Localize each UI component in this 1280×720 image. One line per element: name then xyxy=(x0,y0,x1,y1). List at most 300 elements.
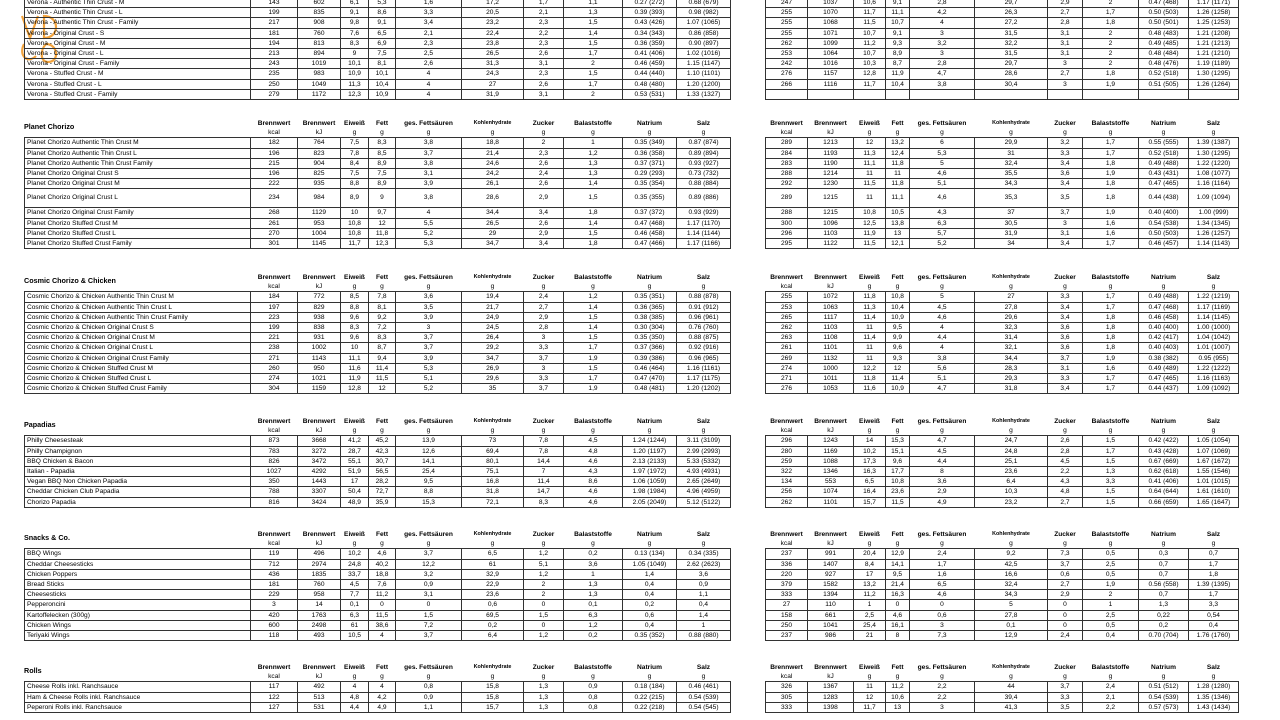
table-row xyxy=(766,148,1239,158)
nutrient-value: 13,9 xyxy=(396,436,462,446)
nutrient-value: 3,9 xyxy=(396,312,462,322)
nutrient-value: 1,9 xyxy=(1083,580,1139,590)
nutrient-value: 1103 xyxy=(808,228,854,238)
nutrient-value: 3,1 xyxy=(1048,38,1083,48)
column-header: Kohlenhydrate xyxy=(992,531,1030,537)
column-header: Fett xyxy=(375,120,389,127)
nutrient-value: 1.21 (1213) xyxy=(1189,38,1239,48)
nutrient-value: 0.35 (354) xyxy=(623,179,677,189)
product-name: Verona - Original Crust - L xyxy=(25,49,251,59)
nutrient-value: 1.20 (1200) xyxy=(677,79,731,89)
nutrient-value: 274 xyxy=(766,363,808,373)
nutrient-value: 15,7 xyxy=(462,702,524,712)
nutrient-value: 1,8 xyxy=(1083,312,1139,322)
nutrient-value: 0.46 (457) xyxy=(1139,239,1189,249)
nutrient-value: 0,2 xyxy=(564,549,623,559)
unit-label: kJ xyxy=(808,282,854,292)
nutrient-value: 2,6 xyxy=(1048,436,1083,446)
nutrient-value: 34,3 xyxy=(975,179,1048,189)
nutrient-value: 0.42 (422) xyxy=(1139,436,1189,446)
nutrient-value: 2,6 xyxy=(524,179,564,189)
nutrient-value: 0 xyxy=(396,600,462,610)
unit-label: g xyxy=(524,672,564,682)
nutrient-value: 1108 xyxy=(808,333,854,343)
nutrient-value: 1.17 (1169) xyxy=(1189,302,1239,312)
nutrient-value: 0.43 (428) xyxy=(1139,446,1189,456)
nutrient-value: 2,7 xyxy=(1048,580,1083,590)
nutrient-value: 10,9 xyxy=(886,312,910,322)
nutrient-value: 3,3 xyxy=(1048,374,1083,384)
nutrient-value: 10,6 xyxy=(886,692,910,702)
nutrient-value: 9,2 xyxy=(975,549,1048,559)
nutrient-value: 182 xyxy=(251,138,298,148)
nutrient-value: 3424 xyxy=(298,497,341,507)
unit-label: g xyxy=(1189,426,1239,436)
nutrient-value: 2,4 xyxy=(1083,682,1139,692)
nutrient-value: 3 xyxy=(910,49,975,59)
nutrient-value: 270 xyxy=(251,228,298,238)
nutrient-value: 1.14 (1144) xyxy=(677,228,731,238)
nutrient-value: 30,5 xyxy=(975,218,1048,228)
nutrient-value: 1.06 (1059) xyxy=(623,477,677,487)
nutrient-value: 255 xyxy=(766,292,808,302)
nutrient-value: 336 xyxy=(766,559,808,569)
nutrient-value: 9,6 xyxy=(886,343,910,353)
nutrient-value: 0 xyxy=(524,600,564,610)
nutrient-value: 1,9 xyxy=(1083,353,1139,363)
nutrient-value: 229 xyxy=(251,590,298,600)
nutrient-value: 1132 xyxy=(808,353,854,363)
nutrient-value: 12,5 xyxy=(854,218,886,228)
column-header: Brennwert xyxy=(770,120,803,127)
nutrient-value: 12,2 xyxy=(854,363,886,373)
nutrient-value: 3,4 xyxy=(1048,384,1083,394)
table-row xyxy=(25,467,731,477)
unit-label: g xyxy=(1139,672,1189,682)
nutrient-value: 1,6 xyxy=(910,569,975,579)
header-spacer xyxy=(25,530,251,539)
nutrient-value: 0.92 (916) xyxy=(677,343,731,353)
table-row xyxy=(25,158,731,168)
nutrient-value: 23,8 xyxy=(462,38,524,48)
nutrient-value: 4,3 xyxy=(1048,477,1083,487)
nutrient-value: 350 xyxy=(251,477,298,487)
nutrient-value: 1.26 (1264) xyxy=(1189,79,1239,89)
table-row xyxy=(25,89,731,99)
nutrient-value: 1213 xyxy=(808,138,854,148)
nutrient-value: 0.88 (880) xyxy=(677,631,731,641)
nutrient-value: 262 xyxy=(766,323,808,333)
nutrient-value: 265 xyxy=(766,312,808,322)
nutrient-value: 17,2 xyxy=(462,0,524,8)
table-row xyxy=(766,631,1239,641)
nutrient-value: 9,6 xyxy=(341,312,369,322)
unit-label: kJ xyxy=(808,539,854,549)
nutrient-value: 29,6 xyxy=(975,312,1048,322)
nutrient-value: 8,9 xyxy=(886,49,910,59)
product-name: Cosmic Chorizo & Chicken Authentic Thin Crust L xyxy=(25,302,251,312)
nutrient-value: 0.38 (385) xyxy=(623,312,677,322)
nutrient-value: 4,4 xyxy=(910,456,975,466)
column-header: Zucker xyxy=(1054,664,1076,671)
nutrient-value: 3 xyxy=(1048,59,1083,69)
nutrient-value: 3,4 xyxy=(1048,239,1083,249)
nutrient-value: 983 xyxy=(298,69,341,79)
nutrient-value: 0 xyxy=(910,600,975,610)
nutrient-value: 0.47 (466) xyxy=(623,239,677,249)
nutrient-value: 0.42 (417) xyxy=(1139,333,1189,343)
table-row xyxy=(25,497,731,507)
nutrient-value: 0.88 (878) xyxy=(677,292,731,302)
column-header: Brennwert xyxy=(814,120,847,127)
nutrient-value: 268 xyxy=(251,208,298,218)
nutrient-value: 29,2 xyxy=(462,343,524,353)
nutrient-value: 2.65 (2649) xyxy=(677,477,731,487)
nutrient-value: 4,7 xyxy=(910,384,975,394)
header-spacer xyxy=(25,119,251,128)
column-header: Fett xyxy=(375,531,389,538)
nutrient-value: 4 xyxy=(369,631,396,641)
nutrient-value: 0.34 (343) xyxy=(623,28,677,38)
nutrient-value: 1099 xyxy=(808,38,854,48)
nutrient-value: 11,6 xyxy=(854,384,886,394)
nutrient-value: 8,6 xyxy=(564,477,623,487)
nutrient-value: 3,4 xyxy=(1048,158,1083,168)
nutrient-value: 10,7 xyxy=(886,18,910,28)
nutrient-value: 0,7 xyxy=(1189,549,1239,559)
nutrient-value: 289 xyxy=(766,138,808,148)
unit-label: g xyxy=(369,282,396,292)
nutrient-value: 0.51 (505) xyxy=(1139,79,1189,89)
column-header: Balaststoffe xyxy=(1091,120,1130,127)
nutrient-value: 284 xyxy=(766,148,808,158)
nutrient-value xyxy=(975,89,1048,99)
column-header: Natrium xyxy=(637,664,662,671)
nutrient-value: 7,5 xyxy=(341,169,369,179)
nutrient-value: 0 xyxy=(524,620,564,630)
nutrient-value: 1,1 xyxy=(396,702,462,712)
nutrient-value: 6,3 xyxy=(564,610,623,620)
nutrition-table-right xyxy=(765,273,1239,394)
column-header: Brennwert xyxy=(770,531,803,538)
nutrient-value: 4,6 xyxy=(564,487,623,497)
nutrient-value: 1,3 xyxy=(564,169,623,179)
nutrient-value: 11,3 xyxy=(854,302,886,312)
nutrient-value: 1,1 xyxy=(677,590,731,600)
nutrient-value: 15,3 xyxy=(396,497,462,507)
nutrient-value: 10 xyxy=(341,343,369,353)
nutrient-value: 3,4 xyxy=(524,208,564,218)
nutrient-value: 234 xyxy=(251,189,298,208)
nutrient-value: 1,7 xyxy=(524,0,564,8)
column-header: Kohlenhydrate xyxy=(473,120,512,126)
nutrient-value: 41,2 xyxy=(341,436,369,446)
table-row xyxy=(25,179,731,189)
nutrient-value: 1063 xyxy=(808,302,854,312)
nutrient-value: 2 xyxy=(524,138,564,148)
nutrient-value: 0.50 (503) xyxy=(1139,8,1189,18)
nutrient-value: 11,2 xyxy=(369,590,396,600)
nutrient-value: 0.47 (465) xyxy=(1139,179,1189,189)
table-row xyxy=(766,333,1239,343)
nutrient-value: 0.90 (897) xyxy=(677,38,731,48)
nutrient-value: 0,3 xyxy=(1139,549,1189,559)
nutrient-value: 2,3 xyxy=(524,148,564,158)
unit-label: g xyxy=(564,672,623,682)
unit-label: g xyxy=(886,426,910,436)
unit-label: g xyxy=(975,539,1048,549)
nutrient-value: 42,5 xyxy=(975,559,1048,569)
nutrient-value: 0.76 (760) xyxy=(677,323,731,333)
nutrient-value: 27,2 xyxy=(975,18,1048,28)
nutrient-value: 950 xyxy=(298,363,341,373)
nutrient-value: 0.22 (218) xyxy=(623,702,677,712)
nutrient-value: 2 xyxy=(1083,38,1139,48)
nutrient-value: 0.35 (351) xyxy=(623,292,677,302)
nutrient-value xyxy=(854,89,886,99)
nutrient-value: 31,5 xyxy=(975,28,1048,38)
nutrient-value: 259 xyxy=(766,456,808,466)
nutrient-value: 1215 xyxy=(808,189,854,208)
nutrient-value: 1,6 xyxy=(1083,218,1139,228)
nutrient-value: 10,8 xyxy=(341,218,369,228)
nutrient-value: 326 xyxy=(766,682,808,692)
nutrient-value: 1,7 xyxy=(1083,302,1139,312)
table-row xyxy=(25,343,731,353)
unit-label: g xyxy=(462,282,524,292)
unit-label: kJ xyxy=(808,426,854,436)
column-header: Balaststoffe xyxy=(1091,274,1130,281)
nutrient-value: 305 xyxy=(766,692,808,702)
product-name: Cosmic Chorizo & Chicken Stuffed Crust Family xyxy=(25,384,251,394)
nutrient-value: 0.96 (965) xyxy=(677,353,731,363)
nutrient-value: 5 xyxy=(910,292,975,302)
product-name: Cosmic Chorizo & Chicken Authentic Thin Crust M xyxy=(25,292,251,302)
column-header: Brennwert xyxy=(257,120,291,127)
nutrient-value: 10,8 xyxy=(341,228,369,238)
nutrient-value: 32,4 xyxy=(975,580,1048,590)
unit-row xyxy=(766,672,1239,682)
nutrient-value: 263 xyxy=(766,333,808,343)
nutrient-value: 4,8 xyxy=(564,446,623,456)
nutrient-value: 2 xyxy=(1083,590,1139,600)
unit-label: kcal xyxy=(766,426,808,436)
unit-row xyxy=(25,672,731,682)
nutrient-value: 2,3 xyxy=(524,38,564,48)
nutrient-value: 7,8 xyxy=(524,436,564,446)
nutrient-value: 7,2 xyxy=(369,323,396,333)
nutrient-value: 5,3 xyxy=(369,0,396,8)
column-header: Natrium xyxy=(1151,664,1176,671)
nutrient-value: 0.87 (874) xyxy=(677,138,731,148)
column-header: ges. Fettsäuren xyxy=(917,274,967,281)
nutrient-value: 13,8 xyxy=(886,218,910,228)
nutrient-value: 3,8 xyxy=(396,138,462,148)
nutrient-value: 9,7 xyxy=(369,208,396,218)
nutrient-value: 2 xyxy=(1083,0,1139,8)
unit-label: g xyxy=(1139,426,1189,436)
nutrient-value: 2,7 xyxy=(1048,497,1083,507)
nutrient-value: 11,4 xyxy=(854,312,886,322)
column-header: Balaststoffe xyxy=(574,274,612,281)
nutrient-value: 11,3 xyxy=(341,79,369,89)
nutrient-value: 181 xyxy=(251,28,298,38)
nutrient-value: 3,1 xyxy=(1048,228,1083,238)
nutrient-value: 4,6 xyxy=(910,189,975,208)
nutrient-value: 15,3 xyxy=(886,436,910,446)
nutrient-value: 8,7 xyxy=(886,59,910,69)
column-header: Brennwert xyxy=(814,531,847,538)
nutrient-value: 11,1 xyxy=(886,189,910,208)
nutrient-value: 2,3 xyxy=(524,18,564,28)
nutrient-value: 4,9 xyxy=(910,497,975,507)
nutrient-value: 32,9 xyxy=(462,569,524,579)
nutrient-value: 10,8 xyxy=(886,477,910,487)
nutrient-value: 213 xyxy=(251,49,298,59)
nutrient-value: 0.68 (679) xyxy=(677,0,731,8)
nutrient-value: 11,8 xyxy=(886,158,910,168)
nutrient-value: 296 xyxy=(766,228,808,238)
nutrient-value: 0.47 (468) xyxy=(1139,0,1189,8)
nutrient-value: 2,7 xyxy=(1048,69,1083,79)
nutrient-value: 24,8 xyxy=(975,446,1048,456)
nutrient-value: 2,5 xyxy=(1083,559,1139,569)
unit-label: kcal xyxy=(766,539,808,549)
column-header: Brennwert xyxy=(302,531,336,538)
nutrient-value: 1,7 xyxy=(1083,239,1139,249)
nutrient-value: 24,8 xyxy=(341,559,369,569)
nutrient-value: 783 xyxy=(251,446,298,456)
column-header-row xyxy=(766,417,1239,426)
nutrient-value: 927 xyxy=(808,569,854,579)
nutrient-value: 1.65 (1647) xyxy=(1189,497,1239,507)
nutrient-value: 288 xyxy=(766,208,808,218)
column-header: ges. Fettsäuren xyxy=(404,418,453,425)
nutrient-value: 0.18 (184) xyxy=(623,682,677,692)
nutrient-value: 127 xyxy=(251,702,298,712)
nutrient-value: 904 xyxy=(298,158,341,168)
nutrient-value: 11,8 xyxy=(854,374,886,384)
column-header: Eiweiß xyxy=(344,418,365,425)
nutrient-value: 29,9 xyxy=(975,138,1048,148)
nutrient-value: 7,5 xyxy=(341,138,369,148)
nutrient-value: 4,2 xyxy=(910,8,975,18)
nutrient-value: 3 xyxy=(396,323,462,333)
table-row xyxy=(25,148,731,158)
nutrient-value: 2,8 xyxy=(910,0,975,8)
product-name: Verona - Authentic Thin Crust - L xyxy=(25,8,251,18)
nutrient-value: 237 xyxy=(766,549,808,559)
column-header: Natrium xyxy=(1151,274,1176,281)
nutrient-value: 1.07 (1069) xyxy=(1189,446,1239,456)
column-header: Fett xyxy=(375,274,389,281)
unit-label: g xyxy=(677,128,731,138)
nutrient-value: 0,7 xyxy=(1139,590,1189,600)
nutrient-value: 0.38 (382) xyxy=(1139,353,1189,363)
product-name: Planet Chorizo Stuffed Crust Family xyxy=(25,239,251,249)
nutrient-value: 3,8 xyxy=(396,158,462,168)
nutrient-value: 1027 xyxy=(251,467,298,477)
nutrient-value: 4,4 xyxy=(910,333,975,343)
header-spacer xyxy=(25,273,251,282)
nutrient-value: 237 xyxy=(766,631,808,641)
nutrient-value: 40,2 xyxy=(369,559,396,569)
nutrient-value: 1.05 (1054) xyxy=(1189,436,1239,446)
nutrient-value: 35,9 xyxy=(369,497,396,507)
column-header: Eiweiß xyxy=(859,531,880,538)
table-row xyxy=(25,69,731,79)
nutrient-value: 247 xyxy=(766,0,808,8)
table-row xyxy=(766,446,1239,456)
nutrient-value: 1,3 xyxy=(1139,600,1189,610)
nutrient-value: 3 xyxy=(251,600,298,610)
unit-label: g xyxy=(1083,672,1139,682)
nutrient-value: 0.43 (426) xyxy=(623,18,677,28)
nutrient-value: 1016 xyxy=(808,59,854,69)
nutrient-value: 10,9 xyxy=(341,69,369,79)
nutrient-value: 199 xyxy=(251,8,298,18)
nutrient-value: 2 xyxy=(1083,49,1139,59)
nutrient-value: 1.34 (1345) xyxy=(1189,218,1239,228)
nutrient-value: 11,5 xyxy=(369,374,396,384)
nutrient-value: 1096 xyxy=(808,218,854,228)
nutrient-value: 9,1 xyxy=(886,0,910,8)
nutrient-value: 3,8 xyxy=(910,79,975,89)
nutrient-value: 420 xyxy=(251,610,298,620)
nutrient-value: 2,5 xyxy=(396,49,462,59)
nutrient-value: 3,1 xyxy=(524,59,564,69)
unit-label: g xyxy=(886,282,910,292)
column-header: Kohlenhydrate xyxy=(473,531,512,537)
unit-label: g xyxy=(677,282,731,292)
nutrient-value: 0.88 (884) xyxy=(677,179,731,189)
nutrient-value: 493 xyxy=(298,631,341,641)
nutrient-value: 4,6 xyxy=(910,590,975,600)
unit-label: g xyxy=(341,426,369,436)
nutrient-value: 1.17 (1166) xyxy=(677,239,731,249)
table-row xyxy=(766,312,1239,322)
nutrient-value: 7,6 xyxy=(341,28,369,38)
nutrient-value: 0,4 xyxy=(677,600,731,610)
nutrient-value: 279 xyxy=(251,89,298,99)
nutrient-value: 69,5 xyxy=(462,610,524,620)
nutrient-value: 9,6 xyxy=(341,333,369,343)
section-title: Rolls xyxy=(24,666,42,675)
column-header: Salz xyxy=(1206,531,1221,538)
nutrient-value: 1,7 xyxy=(1083,148,1139,158)
nutrient-value: 1.22 (1219) xyxy=(1189,292,1239,302)
nutrient-value: 5 xyxy=(975,600,1048,610)
unit-label: g xyxy=(910,426,975,436)
nutrient-value: 1071 xyxy=(808,28,854,38)
nutrient-value: 1,3 xyxy=(524,682,564,692)
nutrient-value: 0.35 (352) xyxy=(623,631,677,641)
nutrient-value: 1,7 xyxy=(1083,138,1139,148)
table-row xyxy=(25,363,731,373)
nutrient-value: 1346 xyxy=(808,467,854,477)
nutrient-value: 1.61 (1610) xyxy=(1189,487,1239,497)
nutrient-value: 1,5 xyxy=(564,38,623,48)
nutrient-value: 10,8 xyxy=(854,208,886,218)
table-row xyxy=(25,59,731,69)
nutrient-value: 27,8 xyxy=(975,302,1048,312)
nutrient-value: 813 xyxy=(298,38,341,48)
nutrient-value: 1398 xyxy=(808,702,854,712)
table-row xyxy=(766,292,1239,302)
nutrient-value: 5,1 xyxy=(396,374,462,384)
nutrient-value: 261 xyxy=(766,343,808,353)
unit-row xyxy=(25,128,731,138)
